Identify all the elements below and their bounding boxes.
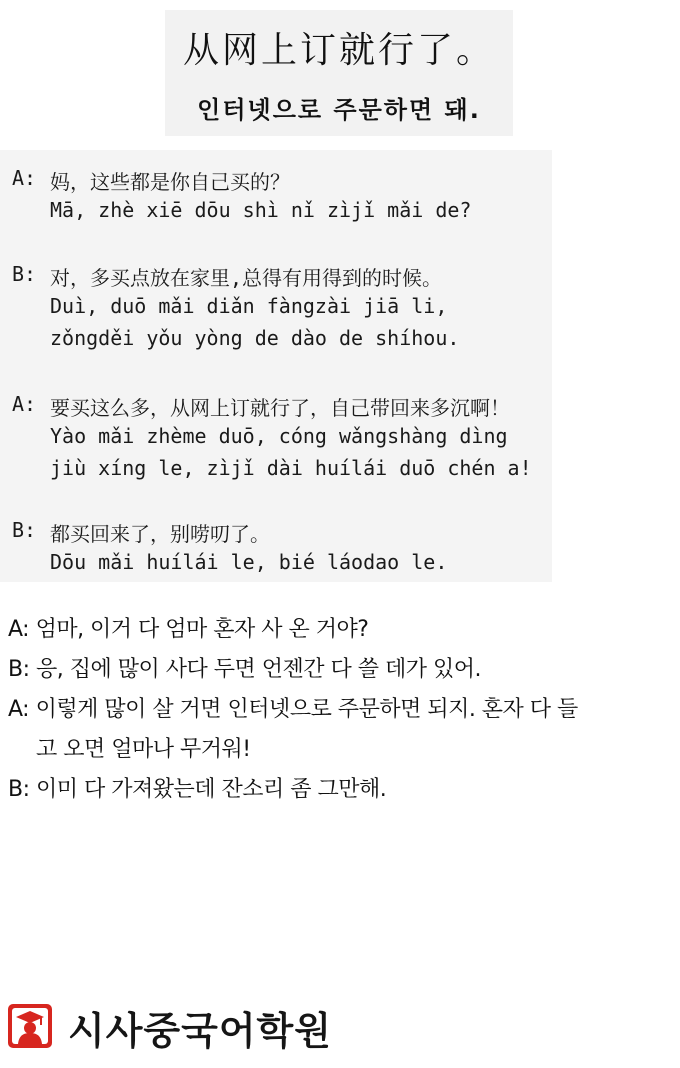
- pinyin-text: Dōu mǎi huílái le, bié láodao le.: [50, 550, 448, 574]
- translation-line: B: 이미 다 가져왔는데 잔소리 좀 그만해.: [8, 777, 387, 802]
- academy-logo-icon: [6, 1002, 54, 1050]
- title-korean: 인터넷으로 주문하면 돼.: [197, 96, 481, 124]
- pinyin-text: zǒngděi yǒu yòng de dào de shíhou.: [50, 326, 460, 350]
- speaker-label: A:: [12, 166, 37, 190]
- chinese-text: 要买这么多，从网上订就行了，自己带回来多沉啊！: [50, 396, 510, 420]
- speaker-label: A:: [12, 392, 37, 416]
- pinyin-text: Yào mǎi zhème duō, cóng wǎngshàng dìng: [50, 424, 508, 448]
- speaker-label: B:: [12, 518, 37, 542]
- title-chinese: 从网上订就行了。: [182, 30, 495, 71]
- pinyin-text: Mā, zhè xiē dōu shì nǐ zìjǐ mǎi de?: [50, 198, 472, 222]
- chinese-text: 都买回来了，别唠叨了。: [50, 522, 270, 546]
- translation-line: 고 오면 얼마나 무거워!: [36, 737, 251, 762]
- chinese-text: 妈，这些都是你自己买的？: [50, 170, 290, 194]
- translation-line: B: 응, 집에 많이 사다 두면 언젠간 다 쓸 데가 있어.: [8, 657, 481, 682]
- translation-line: A: 이렇게 많이 살 거면 인터넷으로 주문하면 되지. 혼자 다 들: [8, 697, 578, 722]
- chinese-text: 对，多买点放在家里,总得有用得到的时候。: [50, 266, 443, 290]
- academy-name: 시사중국어학원: [68, 1009, 332, 1053]
- academy-logo: [6, 998, 426, 1054]
- speaker-label: B:: [12, 262, 37, 286]
- pinyin-text: jiù xíng le, zìjǐ dài huílái duō chén a!: [50, 456, 532, 480]
- pinyin-text: Duì, duō mǎi diǎn fàngzài jiā li,: [50, 294, 448, 318]
- translation-line: A: 엄마, 이거 다 엄마 혼자 사 온 거야?: [8, 617, 369, 642]
